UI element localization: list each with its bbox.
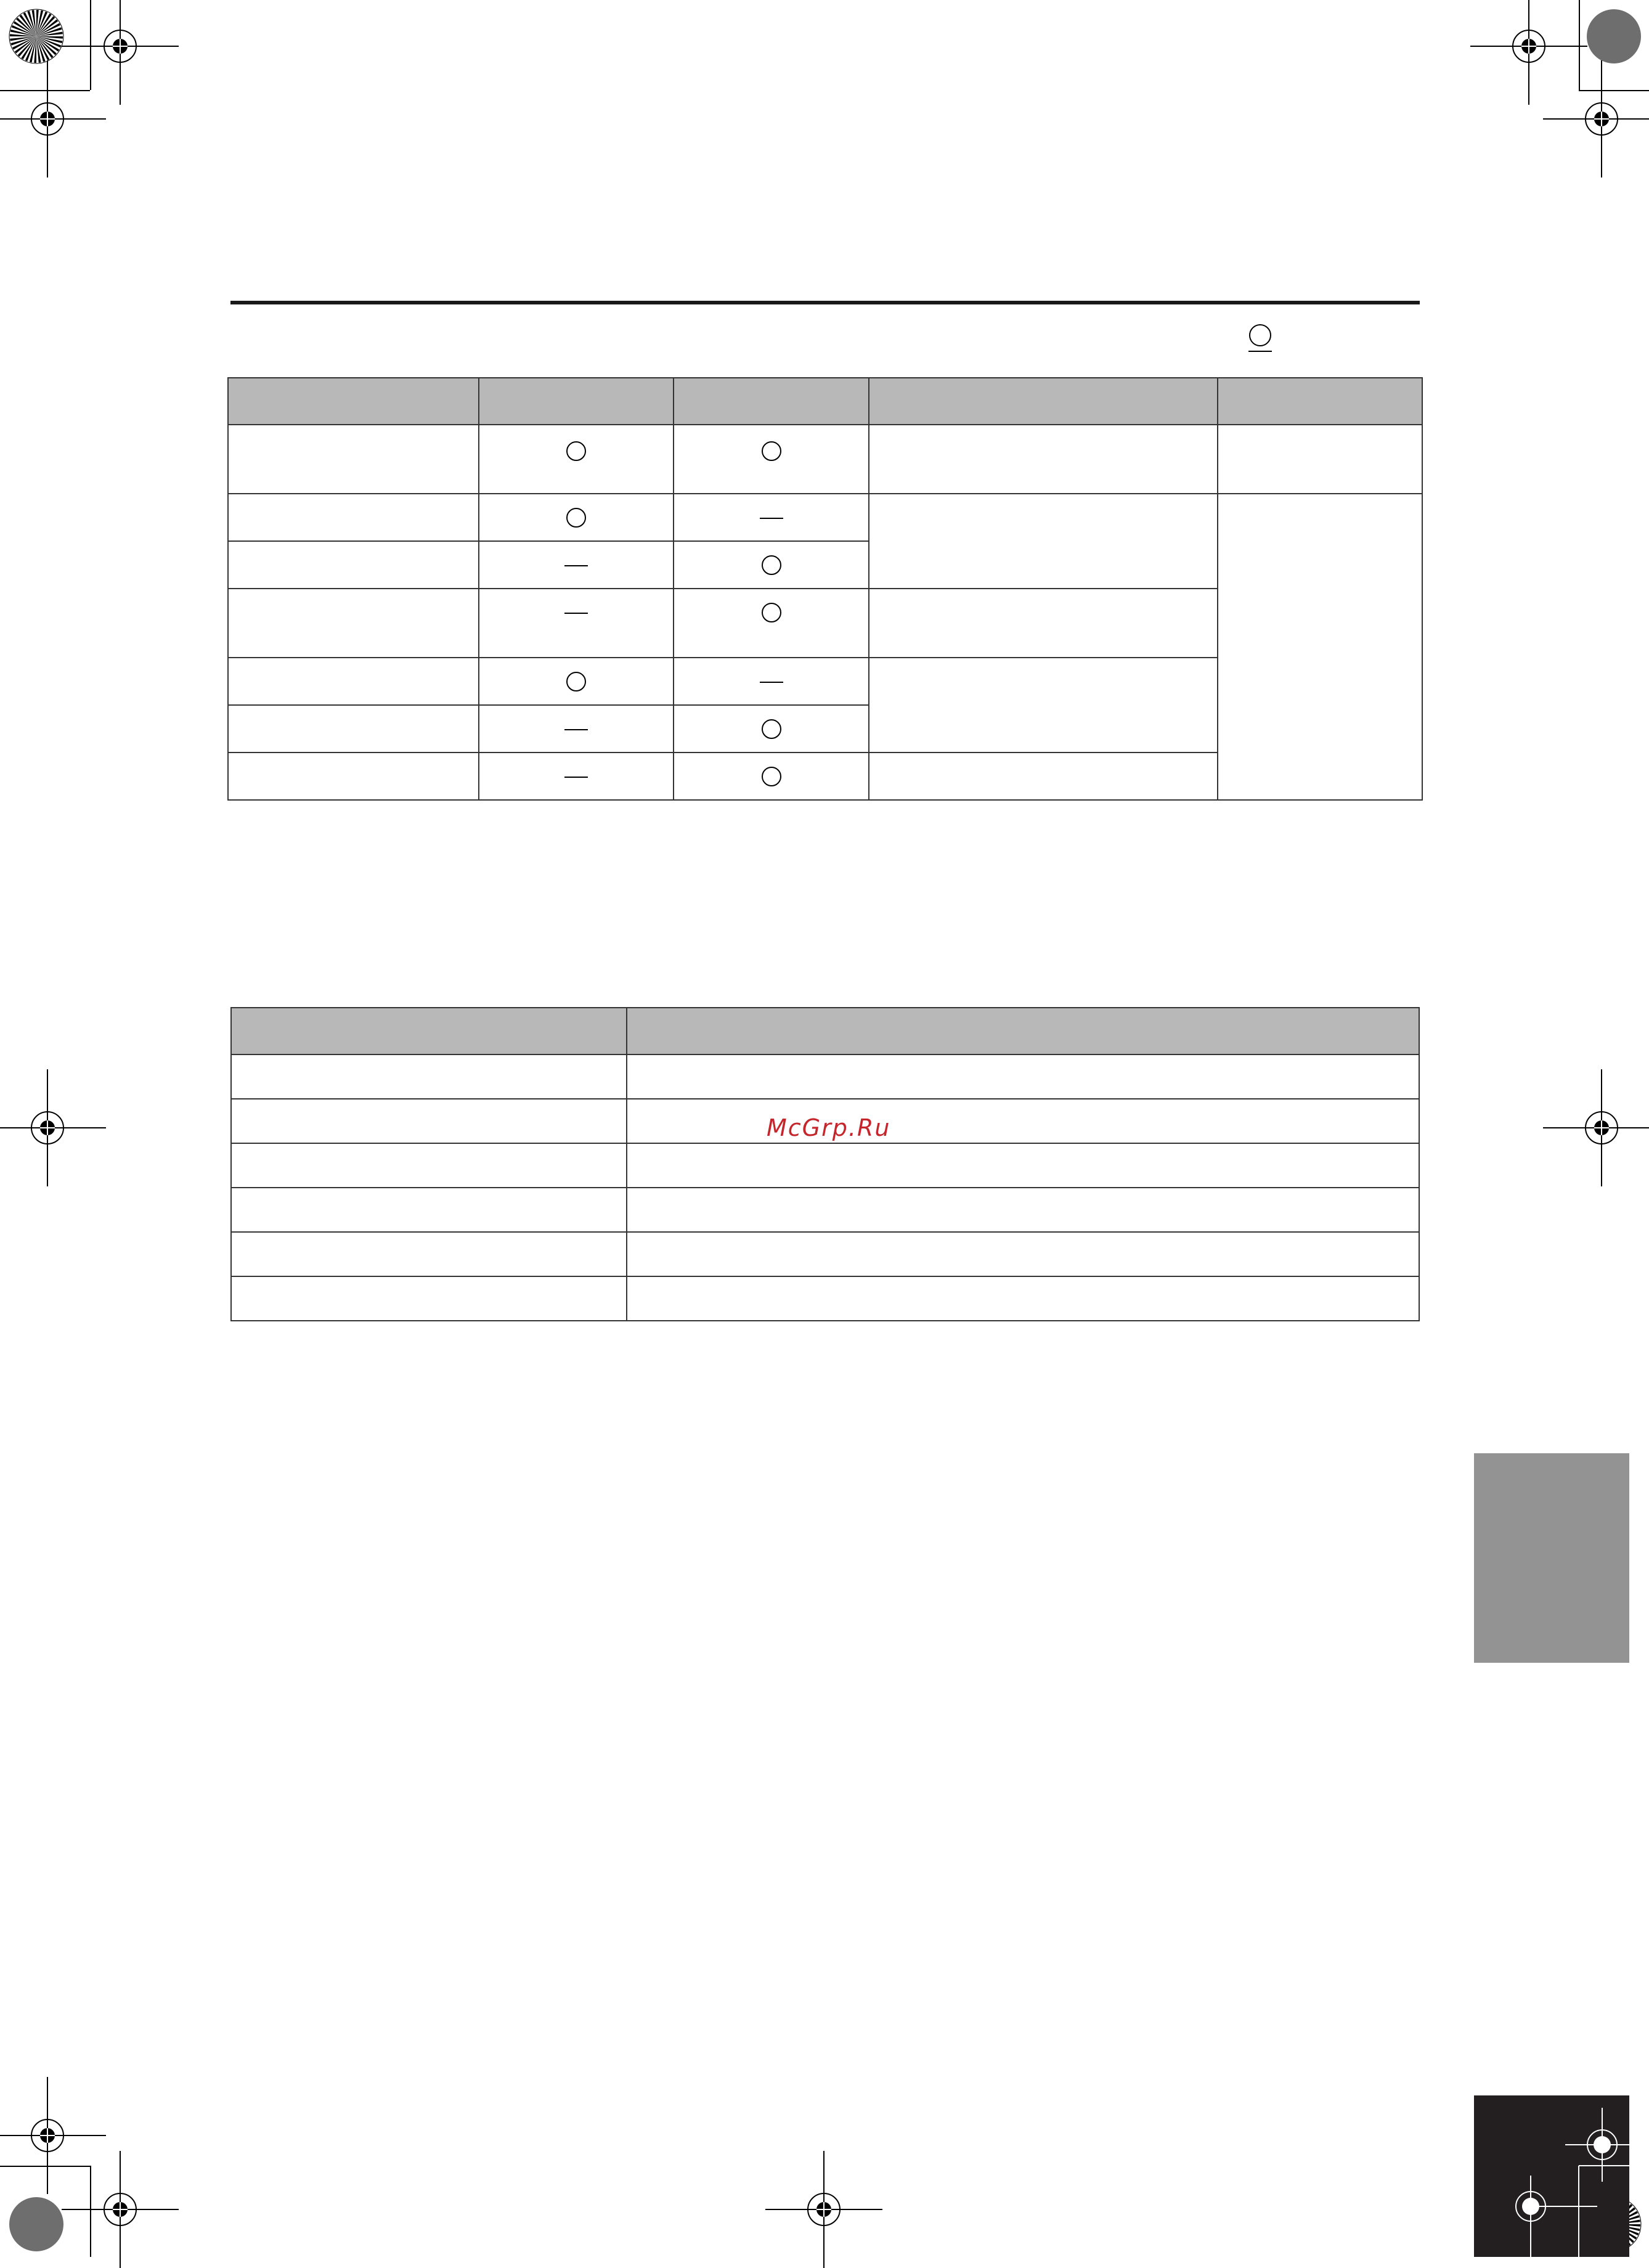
- not-supported-dash-icon: [479, 541, 674, 589]
- table-row: [231, 1188, 1419, 1232]
- table-cell: [869, 753, 1218, 800]
- table-cell: [869, 589, 1218, 658]
- table-cell: [228, 425, 479, 494]
- supported-circle-icon: [674, 425, 869, 494]
- table-cell: [228, 658, 479, 705]
- sunburst-top-left: [9, 9, 64, 64]
- table-header-cell: [627, 1008, 1419, 1054]
- gray-disc-top-right: [1585, 7, 1643, 65]
- table-cell: [1218, 494, 1422, 800]
- table-cell: [228, 541, 479, 589]
- not-supported-dash-icon: [479, 705, 674, 753]
- watermark: McGrp.Ru: [767, 1114, 891, 1141]
- supported-circle-icon: [479, 494, 674, 541]
- supported-circle-icon: [479, 425, 674, 494]
- table-row: [228, 494, 1422, 541]
- table-row: [231, 1054, 1419, 1099]
- table-cell: [869, 658, 1218, 753]
- table-cell: [231, 1143, 627, 1188]
- supported-circle-icon: [674, 705, 869, 753]
- table-header-cell: [1218, 378, 1422, 425]
- table-cell: [231, 1188, 627, 1232]
- not-supported-dash-icon: [479, 753, 674, 800]
- crosshair-target: [1543, 1069, 1649, 1186]
- table-cell: [228, 494, 479, 541]
- table-cell: [869, 425, 1218, 494]
- table-cell: [228, 705, 479, 753]
- table-row: [231, 1232, 1419, 1276]
- not-supported-dash-icon: [479, 589, 674, 658]
- table-header-cell: [674, 378, 869, 425]
- crop-line: [0, 2166, 90, 2167]
- table-header-cell: [869, 378, 1218, 425]
- parameter-table: [230, 1007, 1420, 1321]
- table-cell: [231, 1276, 627, 1321]
- crosshair-target: [1543, 60, 1649, 177]
- table-cell: [231, 1232, 627, 1276]
- crosshair-target: [0, 1069, 106, 1186]
- table-cell: [231, 1099, 627, 1143]
- table-cell: [228, 753, 479, 800]
- crop-line: [90, 0, 91, 90]
- table-cell: [627, 1054, 1419, 1099]
- legend-circle-icon: [1245, 320, 1276, 357]
- compatibility-table: [227, 377, 1423, 801]
- table-cell: [869, 494, 1218, 589]
- crop-line: [1579, 0, 1580, 90]
- table-cell: [231, 1054, 627, 1099]
- not-supported-dash-icon: [674, 494, 869, 541]
- table-header-cell: [228, 378, 479, 425]
- section-tab: [1474, 1453, 1629, 1663]
- table-header-cell: [231, 1008, 627, 1054]
- not-supported-dash-icon: [674, 658, 869, 705]
- table-row: [231, 1143, 1419, 1188]
- crop-line: [90, 2166, 91, 2257]
- supported-circle-icon: [674, 541, 869, 589]
- section-rule: [230, 301, 1420, 304]
- table-cell: [627, 1232, 1419, 1276]
- table-cell: [1218, 425, 1422, 494]
- table-header-row: [231, 1008, 1419, 1054]
- table-cell: [627, 1188, 1419, 1232]
- table-cell: [228, 589, 479, 658]
- crop-line: [1579, 90, 1649, 91]
- table-row: [228, 425, 1422, 494]
- crop-line: [0, 90, 90, 91]
- gray-disc-bottom-left: [7, 2195, 65, 2253]
- supported-circle-icon: [674, 753, 869, 800]
- table-row: [231, 1276, 1419, 1321]
- table-cell: [627, 1276, 1419, 1321]
- crosshair-target: [765, 2151, 882, 2268]
- table-cell: [627, 1099, 1419, 1143]
- corner-block: [1474, 2095, 1629, 2257]
- supported-circle-icon: [479, 658, 674, 705]
- table-header-cell: [479, 378, 674, 425]
- table-cell: [627, 1143, 1419, 1188]
- table-header-row: [228, 378, 1422, 425]
- crosshair-target: [62, 2151, 179, 2268]
- supported-circle-icon: [674, 589, 869, 658]
